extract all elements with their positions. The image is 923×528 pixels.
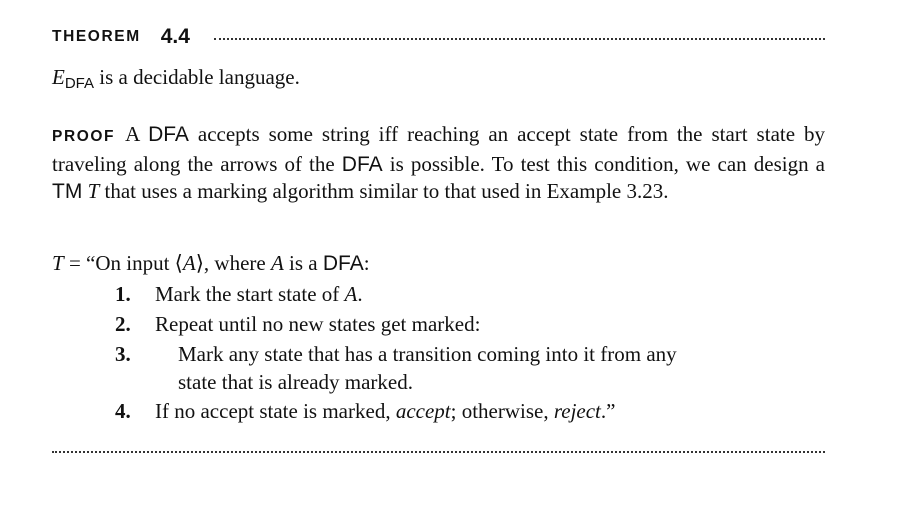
algorithm-text: ⟩, where [195, 251, 271, 275]
bottom-dotted-rule [52, 451, 825, 453]
proof-label: PROOF [52, 128, 116, 145]
step-text [155, 280, 815, 308]
step-text-part: .” [600, 399, 616, 423]
algorithm-text: = “On input ⟨ [63, 251, 183, 275]
automaton-variable: A [344, 282, 358, 306]
dfa-term: DFA [341, 152, 383, 176]
proof-text: that uses a marking algorithm similar to that used in Example 3.23. [99, 179, 669, 203]
automaton-variable: A [182, 251, 196, 275]
statement-text: is a decidable language. [94, 65, 300, 89]
proof-text: accepts some string iff reaching an accept state from the start state by traveling along the arrows of the [52, 122, 825, 176]
algorithm-step-4 [115, 397, 815, 425]
step-text-line: Mark any state that has a transition coming into it from any [178, 342, 677, 366]
tm-term: TM [52, 180, 83, 203]
theorem-label: THEOREM [52, 28, 141, 45]
theorem-header [52, 22, 825, 52]
algorithm-step-1 [115, 280, 815, 308]
algorithm-text: is a [283, 251, 323, 275]
step-number: 4. [115, 399, 131, 423]
step-text: Repeat until no new states get marked: [155, 312, 481, 336]
proof-paragraph [52, 121, 825, 206]
algorithm-text: : [363, 251, 370, 275]
language-symbol: E [52, 65, 65, 89]
step-text-line: state that is already marked. [178, 370, 413, 394]
algorithm-step-3 [115, 340, 815, 396]
machine-variable: T [87, 179, 100, 203]
step-text-part: If no accept state is marked, [155, 399, 396, 423]
step-text-part: . [357, 282, 363, 306]
step-text [155, 340, 815, 396]
algorithm-header [52, 248, 825, 279]
theorem-number: 4.4 [160, 25, 190, 48]
algorithm-step-2 [115, 310, 815, 338]
step-number: 3. [115, 342, 131, 366]
step-number: 2. [115, 312, 131, 336]
language-subscript: DFA [64, 75, 95, 92]
reject-word: reject [553, 399, 601, 423]
machine-variable: T [52, 251, 64, 275]
step-number: 1. [115, 282, 131, 306]
proof-text: A [125, 122, 149, 146]
step-text-part: Mark the start state of [155, 282, 345, 306]
dfa-term: DFA [322, 252, 364, 275]
proof-text: is possible. To test this condition, we can design a [382, 151, 825, 176]
step-text [155, 397, 815, 425]
dfa-term: DFA [148, 123, 189, 146]
step-text-part: ; otherwise, [450, 399, 554, 423]
header-dotted-rule [214, 38, 825, 40]
theorem-statement [52, 62, 825, 95]
automaton-variable: A [270, 251, 284, 275]
accept-word: accept [395, 399, 451, 423]
